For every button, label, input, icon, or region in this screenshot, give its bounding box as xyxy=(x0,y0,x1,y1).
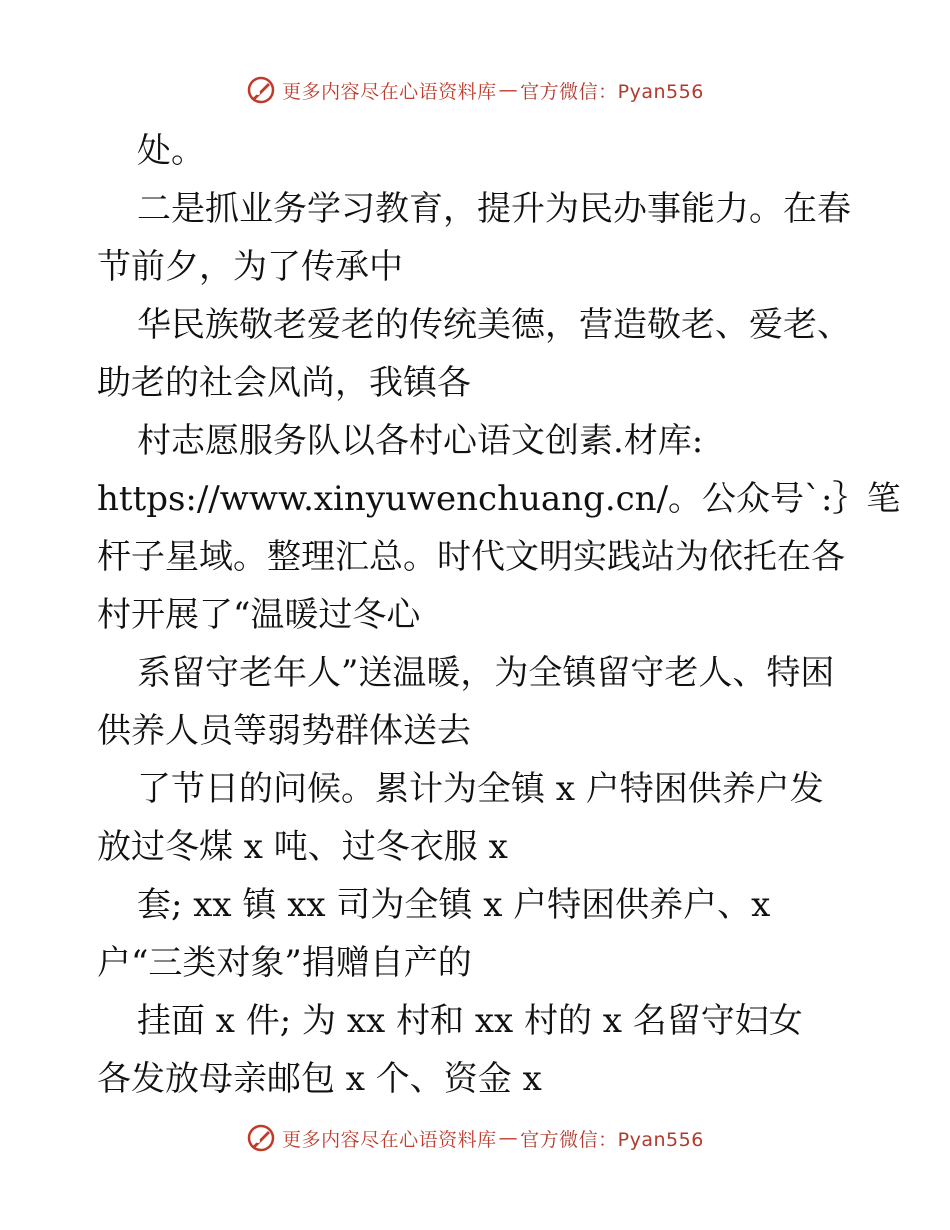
text-line: 户“三类对象”捐赠自产的 xyxy=(97,943,472,983)
text-line: 挂面 x 件; 为 xx 村和 xx 村的 x 名留守妇女 xyxy=(137,1001,803,1041)
text-line: 系留守老年人”送温暖，为全镇留守老人、特困 xyxy=(137,653,835,693)
text-line: 二是抓业务学习教育，提升为民办事能力。在春 xyxy=(137,189,851,229)
text-line: 供养人员等弱势群体送去 xyxy=(97,711,471,751)
text-line: 华民族敬老爱老的传统美德，营造敬老、爱老、 xyxy=(137,305,851,345)
text-line: https://www.xinyuwenchuang.cn/。公众号`:｝笔 xyxy=(97,479,901,519)
text-line: 村开展了“温暖过冬心 xyxy=(97,595,421,635)
watermark-suffix: 官方微信：Pyan556 xyxy=(520,80,704,103)
feather-logo-icon xyxy=(246,75,276,105)
text-line: 了节日的问候。累计为全镇 x 户特困供养户发 xyxy=(137,769,824,809)
text-line: 处。 xyxy=(137,131,205,171)
text-line: 村志愿服务队以各村心语文创素.材库: xyxy=(137,421,704,461)
text-line: 套; xx 镇 xx 司为全镇 x 户特困供养户、x xyxy=(137,885,771,925)
text-line: 放过冬煤 x 吨、过冬衣服 x xyxy=(97,827,508,867)
watermark-suffix: 官方微信：Pyan556 xyxy=(520,1128,704,1151)
watermark-dash: — xyxy=(498,1127,519,1149)
watermark-text: 更多内容尽在心语资料库 xyxy=(282,1128,497,1151)
watermark-dash: — xyxy=(498,79,519,101)
header-watermark xyxy=(0,70,950,110)
text-line: 各发放母亲邮包 x 个、资金 x xyxy=(97,1059,542,1099)
text-line: 节前夕，为了传承中 xyxy=(97,247,403,287)
document-body xyxy=(97,122,901,1108)
footer-watermark xyxy=(0,1118,950,1158)
watermark-text: 更多内容尽在心语资料库 xyxy=(282,80,497,103)
feather-logo-icon xyxy=(246,1123,276,1153)
text-line: 杆子星域。整理汇总。时代文明实践站为依托在各 xyxy=(97,537,845,577)
text-line: 助老的社会风尚，我镇各 xyxy=(97,363,471,403)
